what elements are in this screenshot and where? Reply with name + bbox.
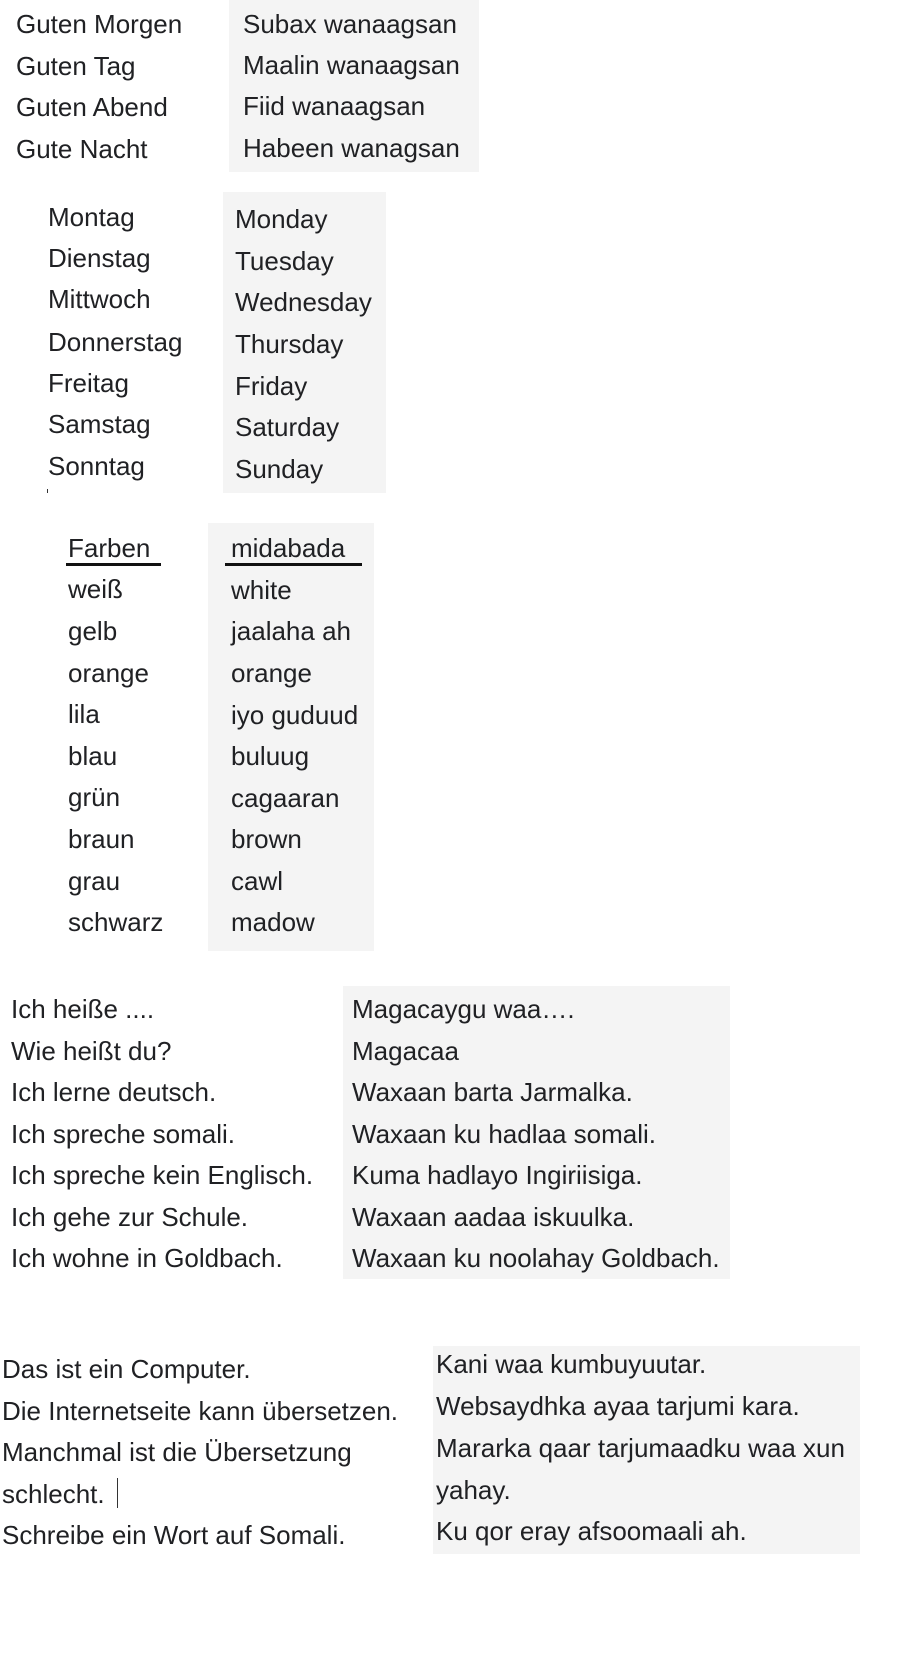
color-somali[interactable]: iyo guduud [231,700,359,730]
greeting-somali[interactable]: Fiid wanaagsan [243,91,426,121]
phrase-german[interactable]: Wie heißt du? [11,1036,172,1066]
color-somali[interactable]: cagaaran [231,783,340,813]
weekdays-german-column [0,192,220,494]
greeting-german[interactable]: Guten Tag [16,51,136,81]
weekday-english[interactable]: Tuesday [235,246,334,276]
computer-section [0,1346,914,1558]
text-cursor [117,1478,118,1508]
sentence-somali[interactable]: yahay. [436,1475,511,1505]
greeting-german[interactable]: Guten Abend [16,92,168,122]
color-somali[interactable]: orange [231,658,312,688]
sentence-german[interactable]: Das ist ein Computer. [2,1354,251,1384]
weekday-english[interactable]: Friday [235,371,308,401]
sentence-german[interactable]: schlecht. [2,1479,105,1509]
color-german[interactable]: weiß [68,574,123,604]
greetings-german-column [0,0,225,172]
weekday-german[interactable]: Freitag [48,368,129,398]
weekdays-english-column [223,192,386,493]
weekday-german[interactable]: Dienstag [48,243,151,273]
phrase-somali[interactable]: Waxaan aadaa iskuulka. [352,1202,635,1232]
sentence-somali[interactable]: Kani waa kumbuyuutar. [436,1349,707,1379]
phrase-somali[interactable]: Kuma hadlayo Ingiriisiga. [352,1160,643,1190]
phrases-section [0,986,914,1282]
sentence-german[interactable]: Manchmal ist die Übersetzung [2,1437,352,1467]
sentence-german[interactable]: Die Internetseite kann übersetzen. [2,1396,399,1426]
header-underline [225,563,362,566]
colors-section [0,523,914,951]
greeting-somali[interactable]: Habeen wanagsan [243,133,460,163]
computer-somali-column [433,1346,860,1554]
color-german[interactable]: blau [68,741,118,771]
phrases-german-column [0,986,340,1282]
phrases-somali-column [343,986,730,1279]
color-german[interactable]: orange [68,658,149,688]
phrase-german[interactable]: Ich gehe zur Schule. [11,1202,249,1232]
weekday-german[interactable]: Mittwoch [48,284,151,314]
weekday-english[interactable]: Wednesday [235,287,372,317]
weekday-german[interactable]: Sonntag [48,451,145,481]
color-somali[interactable]: buluug [231,741,310,771]
weekday-english[interactable]: Thursday [235,329,344,359]
phrase-somali[interactable]: Waxaan ku noolahay Goldbach. [352,1243,720,1273]
color-german[interactable]: braun [68,824,135,854]
color-german[interactable]: gelb [68,616,118,646]
color-german[interactable]: schwarz [68,907,164,937]
stray-mark [47,489,48,493]
sentence-somali[interactable]: Websaydhka ayaa tarjumi kara. [436,1391,800,1421]
phrase-somali[interactable]: Waxaan ku hadlaa somali. [352,1119,656,1149]
greeting-german[interactable]: Guten Morgen [16,9,183,39]
color-german[interactable]: grün [68,782,121,812]
header-underline [66,563,161,566]
weekday-english[interactable]: Sunday [235,454,324,484]
weekday-german[interactable]: Montag [48,202,135,232]
color-somali[interactable]: cawl [231,866,284,896]
colors-somali-column [208,523,374,951]
colors-german-column [0,523,205,951]
phrase-somali[interactable]: Magacaa [352,1036,459,1066]
phrase-somali[interactable]: Waxaan barta Jarmalka. [352,1077,633,1107]
greeting-german[interactable]: Gute Nacht [16,134,148,164]
phrase-german[interactable]: Ich heiße .... [11,994,155,1024]
color-somali[interactable]: brown [231,824,302,854]
weekday-german[interactable]: Samstag [48,409,151,439]
sentence-somali[interactable]: Ku qor eray afsoomaali ah. [436,1516,747,1546]
color-german[interactable]: lila [68,699,100,729]
color-somali[interactable]: jaalaha ah [231,616,351,646]
phrase-german[interactable]: Ich wohne in Goldbach. [11,1243,283,1273]
weekday-german[interactable]: Donnerstag [48,327,183,357]
colors-header-german[interactable]: Farben [68,533,151,563]
phrase-somali[interactable]: Magacaygu waa…. [352,994,575,1024]
color-somali[interactable]: white [231,575,292,605]
phrase-german[interactable]: Ich spreche kein Englisch. [11,1160,314,1190]
phrase-german[interactable]: Ich lerne deutsch. [11,1077,217,1107]
computer-german-column [0,1346,430,1558]
weekday-english[interactable]: Saturday [235,412,340,442]
color-somali[interactable]: madow [231,907,315,937]
greetings-somali-column [229,0,479,172]
sentence-german[interactable]: Schreibe ein Wort auf Somali. [2,1520,346,1550]
greeting-somali[interactable]: Maalin wanaagsan [243,50,460,80]
greetings-section [0,0,914,172]
color-german[interactable]: grau [68,866,121,896]
phrase-german[interactable]: Ich spreche somali. [11,1119,235,1149]
greeting-somali[interactable]: Subax wanaagsan [243,9,457,39]
colors-header-somali[interactable]: midabada [231,533,346,563]
weekday-english[interactable]: Monday [235,204,328,234]
weekdays-section [0,192,914,494]
sentence-somali[interactable]: Mararka qaar tarjumaadku waa xun [436,1433,845,1463]
